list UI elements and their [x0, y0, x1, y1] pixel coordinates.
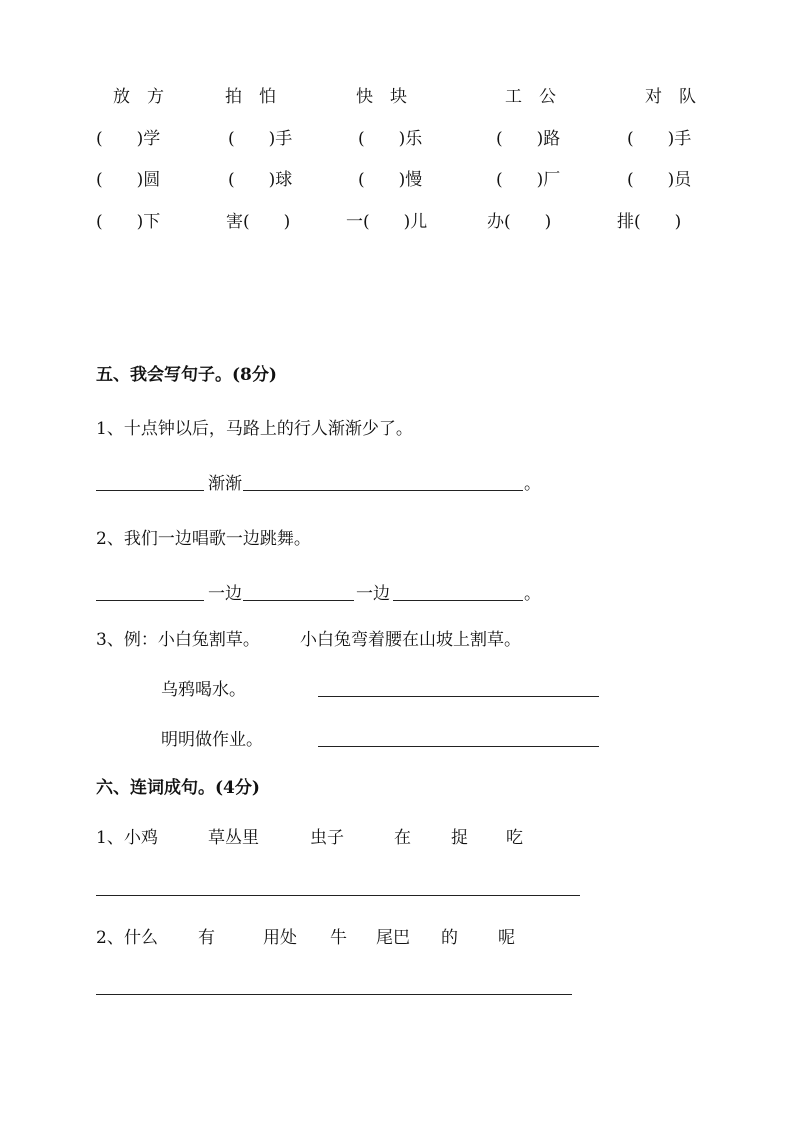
pair-blank: ( )慢: [358, 170, 423, 190]
question-3-label: 3、例：小白兔割草。: [96, 630, 260, 650]
pair-header: 拍 怕: [225, 87, 276, 107]
pair-blank: ( )厂: [496, 170, 561, 190]
answer-blank: [96, 994, 572, 995]
scrambled-word: 小鸡: [124, 828, 158, 848]
pair-blank: ( )圆: [96, 170, 161, 190]
end-punctuation: 。: [524, 474, 541, 494]
question-3-example: 小白兔弯着腰在山坡上割草。: [300, 630, 521, 650]
scrambled-word: 呢: [498, 928, 515, 948]
scrambled-word: 捉: [451, 828, 468, 848]
answer-blank: [243, 490, 523, 491]
question-2: 2、我们一边唱歌一边跳舞。: [96, 529, 311, 549]
given-word: 一边: [208, 584, 242, 604]
pair-blank: ( )球: [228, 170, 293, 190]
answer-blank: [96, 600, 204, 601]
question-number: 2、: [96, 928, 124, 948]
pair-header: 快 块: [356, 87, 407, 107]
pair-blank: ( )乐: [358, 129, 423, 149]
end-punctuation: 。: [524, 584, 541, 604]
answer-blank: [318, 746, 599, 747]
given-word: 渐渐: [208, 474, 242, 494]
pair-blank: ( )手: [228, 129, 293, 149]
scrambled-word: 吃: [506, 828, 523, 848]
answer-blank: [393, 600, 523, 601]
scrambled-word: 牛: [330, 928, 347, 948]
scrambled-word: 在: [394, 828, 411, 848]
answer-blank: [96, 490, 204, 491]
scrambled-word: 尾巴: [376, 928, 410, 948]
section-5-title: 五、我会写句子。(8分): [96, 365, 277, 385]
pair-blank: 办( ): [487, 212, 552, 232]
given-word: 一边: [356, 584, 390, 604]
scrambled-word: 的: [441, 928, 458, 948]
pair-blank: 排( ): [617, 212, 682, 232]
pair-header: 工 公: [505, 87, 556, 107]
scrambled-word: 用处: [263, 928, 297, 948]
expand-item: 明明做作业。: [161, 730, 263, 750]
pair-blank: ( )手: [627, 129, 692, 149]
pair-blank: 一( )儿: [346, 212, 428, 232]
pair-header: 放 方: [113, 87, 164, 107]
pair-header: 对 队: [645, 87, 696, 107]
answer-blank: [243, 600, 354, 601]
pair-blank: ( )路: [496, 129, 561, 149]
pair-blank: ( )学: [96, 129, 161, 149]
question-number: 1、: [96, 828, 124, 848]
question-1: 1、十点钟以后，马路上的行人渐渐少了。: [96, 419, 413, 439]
expand-item: 乌鸦喝水。: [161, 680, 246, 700]
answer-blank: [96, 895, 580, 896]
scrambled-word: 虫子: [310, 828, 344, 848]
pair-blank: 害( ): [226, 212, 291, 232]
answer-blank: [318, 696, 599, 697]
section-6-title: 六、连词成句。(4分): [96, 778, 260, 798]
pair-blank: ( )员: [627, 170, 692, 190]
scrambled-word: 草丛里: [208, 828, 259, 848]
pair-blank: ( )下: [96, 212, 161, 232]
scrambled-word: 什么: [124, 928, 158, 948]
scrambled-word: 有: [198, 928, 215, 948]
